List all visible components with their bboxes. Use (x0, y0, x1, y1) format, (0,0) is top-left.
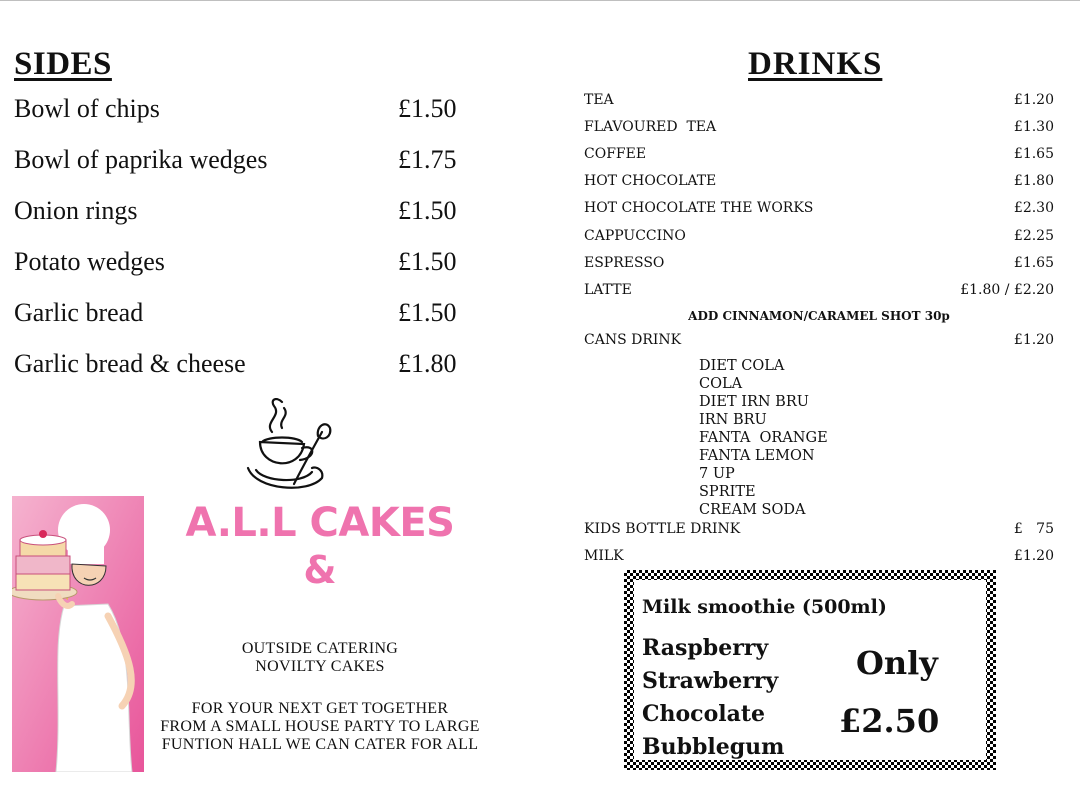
drink-item (584, 92, 1054, 108)
smoothie-flavour: Chocolate (642, 701, 766, 727)
can-option: DIET COLA (699, 358, 785, 374)
drink-item (584, 255, 1054, 271)
drinks-heading: DRINKS (748, 46, 883, 82)
side-item-name: Bowl of paprika wedges (14, 145, 268, 174)
side-item (14, 145, 484, 196)
smoothie-panel (634, 580, 986, 760)
drink-name: HOT CHOCOLATE (584, 173, 717, 189)
side-item (14, 349, 484, 400)
smoothie-title: Milk smoothie (500ml) (642, 596, 887, 618)
can-option: IRN BRU (699, 412, 767, 428)
drink-price: £1.65 (1013, 255, 1054, 271)
drink-name: KIDS BOTTLE DRINK (584, 521, 741, 537)
side-item (14, 247, 484, 298)
can-option: 7 UP (699, 466, 735, 482)
drink-name: CAPPUCCINO (584, 228, 686, 244)
side-item (14, 94, 484, 145)
drink-price: £ 75 (1013, 521, 1054, 537)
brand-ampersand: & (303, 548, 337, 592)
can-option: FANTA LEMON (699, 448, 815, 464)
drink-item (584, 228, 1054, 244)
drink-name: MILK (584, 548, 624, 564)
drink-price: £1.20 (1013, 548, 1054, 564)
drink-price: £1.20 (1013, 332, 1054, 348)
drink-name: ESPRESSO (584, 255, 665, 271)
side-item-name: Potato wedges (14, 247, 165, 276)
drink-price: £1.20 (1013, 92, 1054, 108)
side-item-price: £1.50 (398, 196, 457, 225)
side-item-price: £1.50 (398, 94, 457, 123)
drink-price: £2.25 (1013, 228, 1054, 244)
drink-name: FLAVOURED TEA (584, 119, 717, 135)
drink-item-kids (584, 521, 1054, 537)
smoothie-flavour: Bubblegum (642, 734, 785, 760)
drink-item (584, 200, 1054, 216)
drink-price: £2.30 (1013, 200, 1054, 216)
drink-item-milk (584, 548, 1054, 564)
promo-line: FROM A SMALL HOUSE PARTY TO LARGE (160, 718, 480, 735)
side-item-name: Bowl of chips (14, 94, 160, 123)
sides-heading: SIDES (14, 46, 112, 82)
can-option: SPRITE (699, 484, 756, 500)
promo-line: NOVILTY CAKES (255, 658, 385, 675)
drink-name: CANS DRINK (584, 332, 682, 348)
side-item-price: £1.75 (398, 145, 457, 174)
can-option: FANTA ORANGE (699, 430, 828, 446)
can-options-list (699, 357, 828, 519)
drink-name: TEA (584, 92, 614, 108)
promo-line: FOR YOUR NEXT GET TOGETHER (191, 700, 449, 717)
drink-item-cans (584, 332, 1054, 348)
teacup-icon (238, 398, 334, 498)
can-option: CREAM SODA (699, 502, 806, 518)
drink-name: HOT CHOCOLATE THE WORKS (584, 200, 814, 216)
can-option: COLA (699, 376, 743, 392)
smoothie-only-label: Only (856, 644, 938, 682)
side-item-price: £1.50 (398, 298, 457, 327)
side-item-price: £1.80 (398, 349, 457, 378)
drink-price: £1.80 / £2.20 (960, 282, 1054, 298)
promo-line: OUTSIDE CATERING (241, 640, 399, 657)
promo-tagline (110, 700, 530, 754)
side-item-price: £1.50 (398, 247, 457, 276)
drink-item (584, 173, 1054, 189)
brand-name: A.L.L CAKES (185, 500, 455, 546)
sides-list (14, 94, 484, 400)
promo-line: FUNTION HALL WE CAN CATER FOR ALL (161, 736, 479, 753)
drink-item (584, 119, 1054, 135)
smoothie-flavours (642, 632, 784, 764)
drink-price: £1.80 (1013, 173, 1054, 189)
side-item (14, 196, 484, 247)
drink-item (584, 282, 1054, 298)
smoothie-flavour: Raspberry (642, 635, 769, 661)
side-item-name: Garlic bread & cheese (14, 349, 246, 378)
drink-item (584, 146, 1054, 162)
smoothie-flavour: Strawberry (642, 668, 779, 694)
drink-name: LATTE (584, 282, 632, 298)
drink-price: £1.65 (1013, 146, 1054, 162)
can-option: DIET IRN BRU (699, 394, 809, 410)
drink-price: £1.30 (1013, 119, 1054, 135)
drink-addon-note: ADD CINNAMON/CARAMEL SHOT 30p (688, 309, 950, 323)
side-item (14, 298, 484, 349)
side-item-name: Garlic bread (14, 298, 144, 327)
drink-name: COFFEE (584, 146, 647, 162)
top-border-line (0, 0, 1080, 1)
side-item-name: Onion rings (14, 196, 138, 225)
promo-services (110, 640, 530, 676)
smoothie-price: £2.50 (839, 702, 940, 740)
smoothie-box (624, 570, 996, 770)
